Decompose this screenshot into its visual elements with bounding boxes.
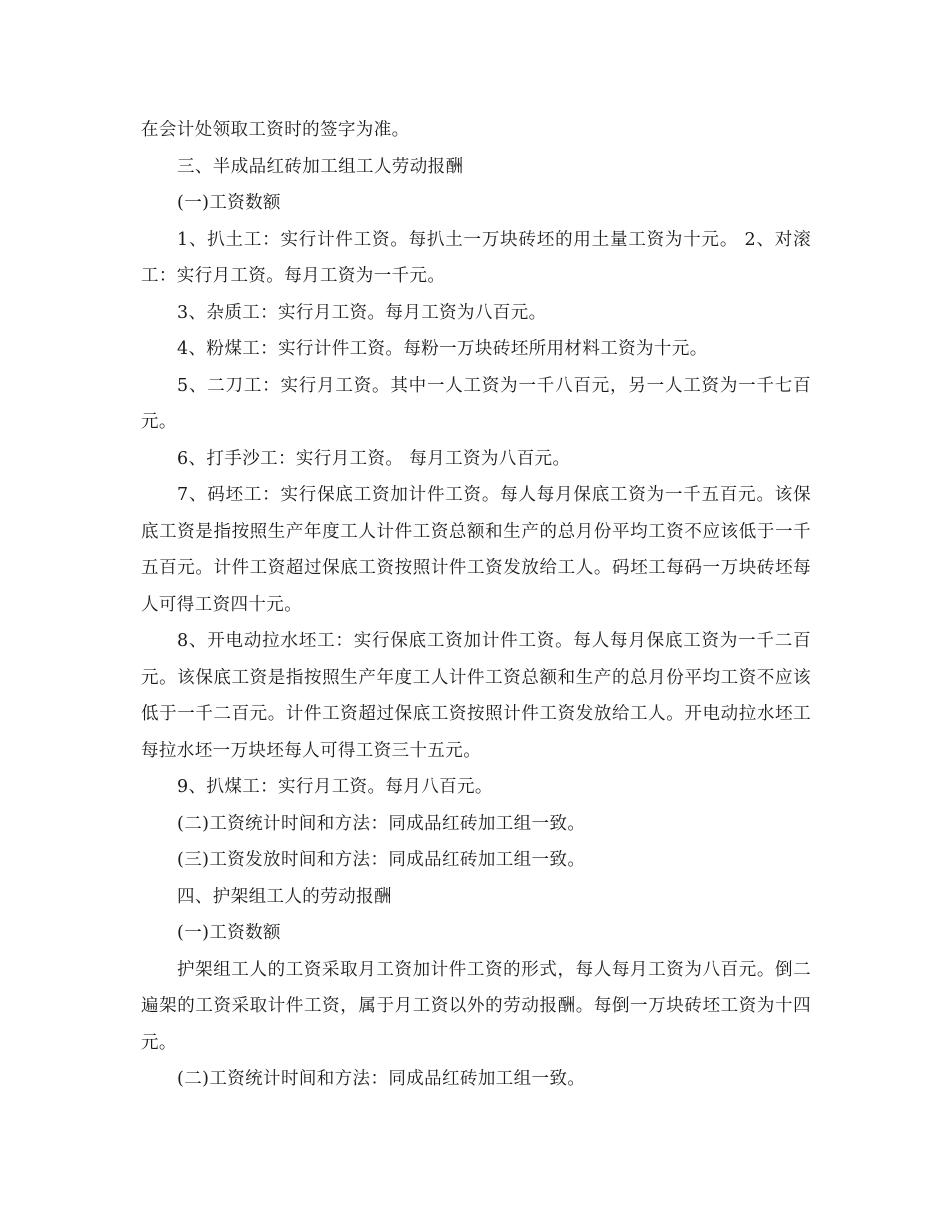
subheading-wage-payment: (三)工资发放时间和方法：同成品红砖加工组一致。: [177, 850, 586, 870]
paragraph-item-9: 9、扒煤工：实行月工资。每月八百元。: [177, 777, 493, 797]
paragraph-1: 在会计处领取工资时的签字为准。: [141, 120, 410, 140]
paragraph-item-8: 8、开电动拉水坯工：实行保底工资加计件工资。每人每月保底工资为一千二百元。该保底工资是指按照生产年度工人计件工资总额和生产的总月份平均工资不应该低于一千二百元。计件工资超过保底工资按照计件工资发放给工人。开电动拉水坯工每拉水坯一万块坯每人可得工资三十五元。: [141, 631, 811, 761]
subheading-wage-statistics: (二)工资统计时间和方法：同成品红砖加工组一致。: [177, 813, 586, 834]
paragraph-item-1-2: 1、扒土工：实行计件工资。每扒土一万块砖坯的用土量工资为十元。 2、对滚工：实行月工资。每月工资为一千元。: [141, 229, 811, 286]
subheading-wage-amount: (一)工资数额: [177, 193, 281, 213]
paragraph-item-7: 7、码坯工：实行保底工资加计件工资。每人每月保底工资为一千五百元。该保底工资是指按照生产年度工人计件工资总额和生产的总月份平均工资不应该低于一千五百元。计件工资超过保底工资按照计件工资发放给工人。码坯工每码一万块砖坯每人可得工资四十元。: [141, 485, 811, 615]
document-body: [141, 112, 811, 1098]
paragraph-item-3: 3、杂质工：实行月工资。每月工资为八百元。: [177, 302, 547, 323]
subheading-wage-amount-2: (一)工资数额: [177, 923, 281, 943]
paragraph-item-6: 6、打手沙工：实行月工资。 每月工资为八百元。: [177, 448, 571, 469]
section-heading-4: 四、护架组工人的劳动报酬: [177, 886, 392, 907]
paragraph-item-4: 4、粉煤工：实行计件工资。每粉一万块砖坯所用材料工资为十元。: [177, 339, 708, 359]
paragraph-frame-group-wages: 护架组工人的工资采取月工资加计件工资的形式，每人每月工资为八百元。倒二遍架的工资采取计件工资，属于月工资以外的劳动报酬。每倒一万块砖坯工资为十四元。: [141, 959, 811, 1053]
subheading-wage-statistics-2: (二)工资统计时间和方法：同成品红砖加工组一致。: [177, 1069, 586, 1089]
paragraph-item-5: 5、二刀工：实行月工资。其中一人工资为一千八百元，另一人工资为一千七百元。: [141, 375, 811, 432]
section-heading-3: 三、半成品红砖加工组工人劳动报酬: [177, 156, 464, 177]
